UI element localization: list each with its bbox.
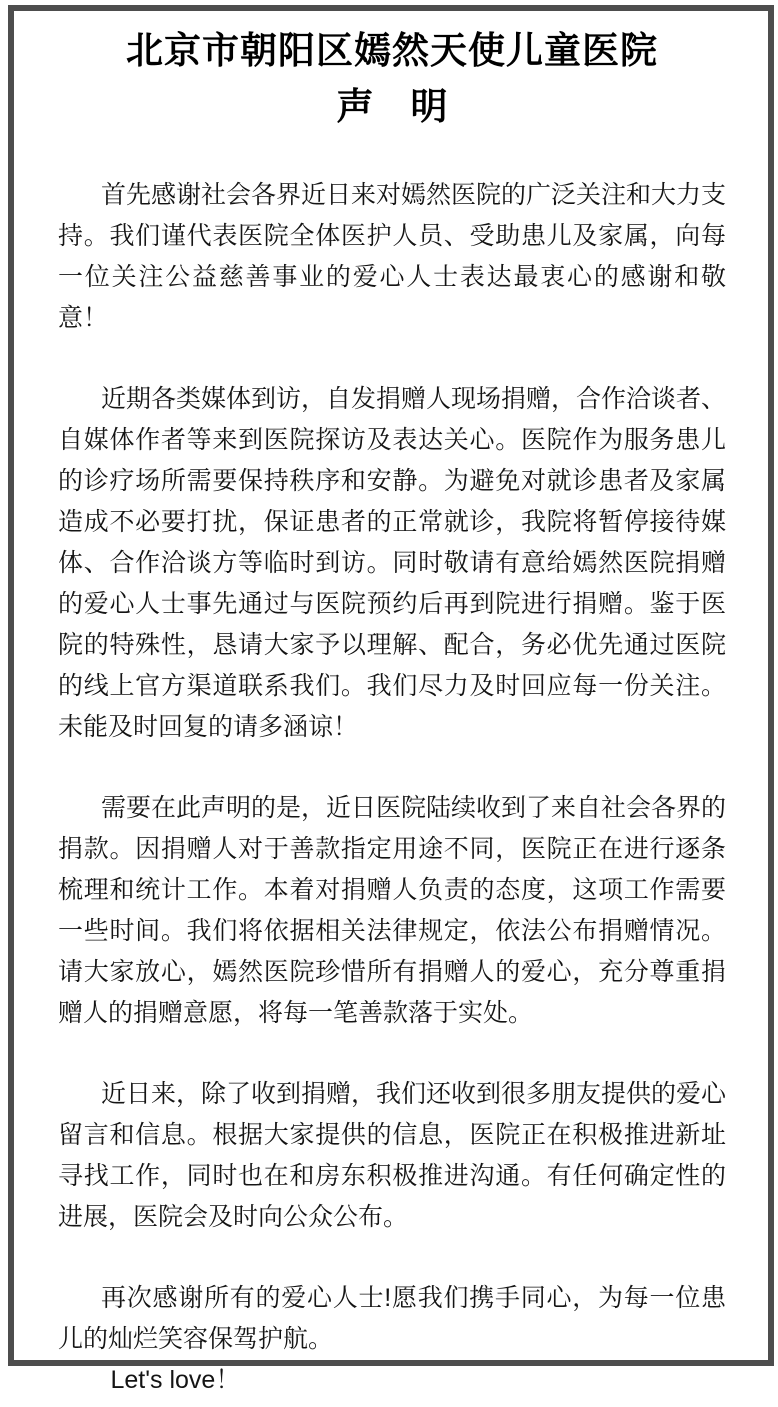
statement-heading: 声 明 — [336, 86, 448, 127]
closing-line-lets-love: Let's love！ — [110, 1366, 241, 1394]
hospital-title: 北京市朝阳区嫣然天使儿童医院 — [126, 30, 658, 71]
paragraph-visit-policy: 近期各类媒体到访，自发捐赠人现场捐赠，合作洽谈者、自媒体作者等来到医院探访及表达关心。医院作为服务患儿的诊疗场所需要保持秩序和安静。为避免对就诊患者及家属造成不必要打扰，保证患者的正常就诊，我院将暂停接待媒体、合作洽谈方等临时到访。同时敬请有意给嫣然医院捐赠的爱心人士事先通过与医院预约后再到院进行捐赠。鉴于医院的特殊性，恳请大家予以理解、配合，务必优先通过医院的线上官方渠道联系我们。我们尽力及时回应每一份关注。未能及时回复的请多涵谅！ — [58, 385, 727, 741]
statement-document-frame — [8, 5, 774, 1394]
paragraph-final-thanks: 再次感谢所有的爱心人士!愿我们携手同心，为每一位患儿的灿烂笑容保驾护航。 — [58, 1284, 726, 1353]
paragraph-relocation-progress: 近日来，除了收到捐赠，我们还收到很多朋友提供的爱心留言和信息。根据大家提供的信息，医院正在积极推进新址寻找工作，同时也在和房东积极推进沟通。有任何确定性的进展，医院会及时向公众公布。 — [58, 1080, 727, 1231]
paragraph-donation-accounting: 需要在此声明的是，近日医院陆续收到了来自社会各界的捐款。因捐赠人对于善款指定用途不同，医院正在进行逐条梳理和统计工作。本着对捐赠人负责的态度，这项工作需要一些时间。我们将依据相关法律规定，依法公布捐赠情况。请大家放心，嫣然医院珍惜所有捐赠人的爱心，充分尊重捐赠人的捐赠意愿，将每一笔善款落于实处。 — [58, 794, 727, 1027]
paragraph-thanks: 首先感谢社会各界近日来对嫣然医院的广泛关注和大力支持。我们谨代表医院全体医护人员、受助患儿及家属，向每一位关注公益慈善事业的爱心人士表达最衷心的感谢和敬意！ — [58, 181, 727, 332]
statement-document-content — [14, 11, 768, 1407]
